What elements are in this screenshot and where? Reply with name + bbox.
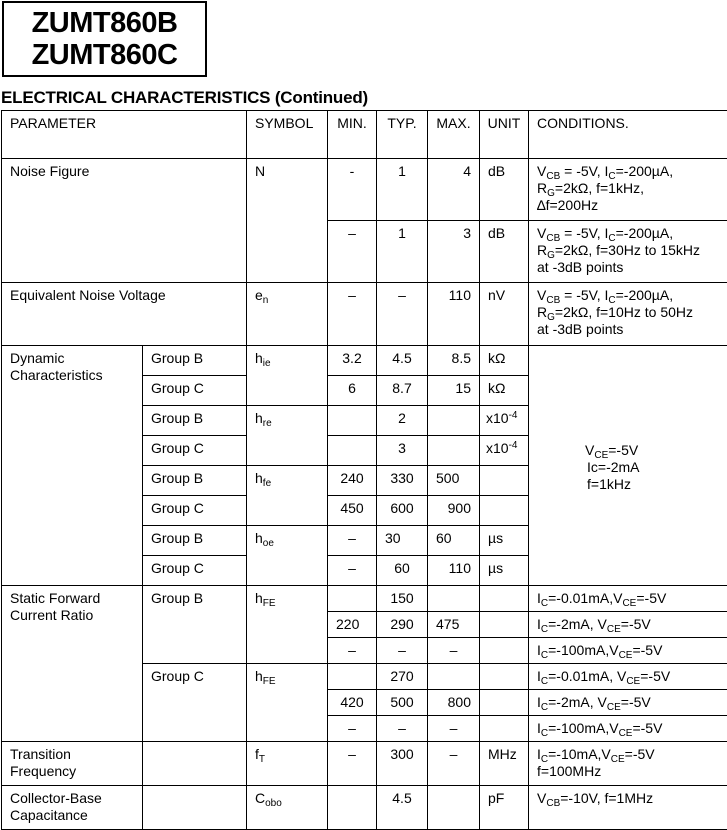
conditions-cell: $V_{CB} = -5V$, $I_C=-200\mu A$, $R_G=2k\Omega$, f=1kHz, ∆f=200Hz [529, 159, 727, 221]
typ-value: 30 [377, 526, 428, 556]
min-value: 6 [328, 376, 377, 406]
min-value: – [328, 556, 377, 586]
min-value: 420 [328, 690, 377, 716]
typ-value: 3 [377, 436, 428, 466]
group-label [143, 742, 247, 786]
conditions-cell: $V_{CB} = -5V$, $I_C=-200\mu A$, $R_G=2k\Omega$, f=30Hz to 15kHz at -3dB points [529, 221, 727, 283]
table-row [2, 586, 727, 612]
conditions-cell: $I_C=-100mA,V_{CE}=-5V$ [529, 716, 727, 742]
min-value: 240 [328, 466, 377, 496]
unit-value: $x10^{-4}$ [480, 406, 529, 436]
min-value: 450 [328, 496, 377, 526]
unit-value [480, 716, 529, 742]
header-conditions: CONDITIONS. [529, 111, 727, 159]
characteristics-table [1, 110, 727, 830]
group-label: Group B [143, 526, 247, 556]
max-value: 800 [428, 690, 480, 716]
unit-value: MHz [480, 742, 529, 786]
unit-value [480, 638, 529, 664]
unit-value: kΩ [480, 346, 529, 376]
max-value: 475 [428, 612, 480, 638]
table-row [2, 742, 727, 786]
symbol-hie: $h_{ie}$ [247, 346, 328, 406]
conditions-cell: $I_C=-10mA,V_{CE}=-5V$ f=100MHz [529, 742, 727, 786]
group-label: Group C [143, 556, 247, 586]
conditions-cell: $I_C=-100mA,V_{CE}=-5V$ [529, 638, 727, 664]
unit-value [480, 466, 529, 496]
symbol-hfe-c: $h_{FE}$ [247, 664, 328, 742]
min-value: – [328, 283, 377, 346]
part-number-b: ZUMT860B [4, 7, 205, 39]
param-collector-base: Collector-Base Capacitance [2, 786, 143, 830]
group-label: Group C [143, 664, 247, 742]
max-value [428, 436, 480, 466]
typ-value: – [377, 283, 428, 346]
min-value [328, 406, 377, 436]
typ-value: 1 [377, 221, 428, 283]
param-static-forward: Static Forward Current Ratio [2, 586, 143, 742]
max-value [428, 786, 480, 830]
unit-value: nV [480, 283, 529, 346]
symbol-noise-voltage: $e_n$ [247, 283, 328, 346]
max-value: 110 [428, 556, 480, 586]
symbol-hfe: $h_{fe}$ [247, 466, 328, 526]
max-value: 110 [428, 283, 480, 346]
typ-value: – [377, 638, 428, 664]
unit-value [480, 690, 529, 716]
conditions-cell: $I_C=-2mA$, $V_{CE}=-5V$ [529, 612, 727, 638]
conditions-cell: $V_{CB}=-10V$, f=1MHz [529, 786, 727, 830]
max-value: 900 [428, 496, 480, 526]
typ-value: 290 [377, 612, 428, 638]
typ-value: 1 [377, 159, 428, 221]
dynamic-conditions: $V_{CE}=-5V$ Ic=-2mA f=1kHz [529, 346, 727, 586]
max-value: 500 [428, 466, 480, 496]
min-value: - [328, 159, 377, 221]
unit-value: $x10^{-4}$ [480, 436, 529, 466]
max-value: – [428, 742, 480, 786]
unit-value: µs [480, 526, 529, 556]
max-value: 3 [428, 221, 480, 283]
conditions-cell: $I_C=-0.01mA$, $V_{CE}=-5V$ [529, 664, 727, 690]
param-transition: Transition Frequency [2, 742, 143, 786]
param-noise-voltage: Equivalent Noise Voltage [2, 283, 247, 346]
param-noise-figure: Noise Figure [2, 159, 247, 283]
max-value [428, 586, 480, 612]
header-unit: UNIT [480, 111, 529, 159]
typ-value: 4.5 [377, 786, 428, 830]
conditions-cell: $I_C=-2mA$, $V_{CE}=-5V$ [529, 690, 727, 716]
typ-value: – [377, 716, 428, 742]
unit-value: dB [480, 221, 529, 283]
table-row [2, 346, 727, 376]
max-value: 15 [428, 376, 480, 406]
group-label: Group C [143, 496, 247, 526]
symbol-cobo: $C_{obo}$ [247, 786, 328, 830]
header-parameter: PARAMETER [2, 111, 247, 159]
max-value: – [428, 638, 480, 664]
typ-value: 600 [377, 496, 428, 526]
typ-value: 2 [377, 406, 428, 436]
typ-value: 4.5 [377, 346, 428, 376]
min-value: 3.2 [328, 346, 377, 376]
section-heading: ELECTRICAL CHARACTERISTICS (Continued) [1, 88, 368, 108]
group-label: Group B [143, 406, 247, 436]
table-row [2, 283, 727, 346]
typ-value: 8.7 [377, 376, 428, 406]
symbol-hre: $h_{re}$ [247, 406, 328, 466]
typ-value: 300 [377, 742, 428, 786]
conditions-cell: $I_C=-0.01mA,V_{CE}=-5V$ [529, 586, 727, 612]
group-label: Group B [143, 346, 247, 376]
max-value [428, 406, 480, 436]
min-value: 220 [328, 612, 377, 638]
unit-value: kΩ [480, 376, 529, 406]
unit-value [480, 612, 529, 638]
max-value: 8.5 [428, 346, 480, 376]
group-label: Group C [143, 376, 247, 406]
symbol-ft: $f_T$ [247, 742, 328, 786]
min-value [328, 436, 377, 466]
unit-value: µs [480, 556, 529, 586]
typ-value: 60 [377, 556, 428, 586]
typ-value: 500 [377, 690, 428, 716]
part-number-c: ZUMT860C [4, 39, 205, 71]
group-label: Group C [143, 436, 247, 466]
header-row [2, 111, 727, 159]
group-label: Group B [143, 466, 247, 496]
typ-value: 150 [377, 586, 428, 612]
max-value [428, 664, 480, 690]
min-value [328, 786, 377, 830]
characteristics-table-wrap [1, 110, 727, 830]
group-label: Group B [143, 586, 247, 664]
typ-value: 270 [377, 664, 428, 690]
unit-value [480, 586, 529, 612]
min-value: – [328, 638, 377, 664]
part-number-box [2, 1, 207, 77]
min-value: – [328, 742, 377, 786]
unit-value: pF [480, 786, 529, 830]
max-value: – [428, 716, 480, 742]
symbol-hoe: $h_{oe}$ [247, 526, 328, 586]
table-row [2, 159, 727, 221]
max-value: 60 [428, 526, 480, 556]
conditions-cell: $V_{CB} = -5V$, $I_C=-200\mu A$, $R_G=2k\Omega$, f=10Hz to 50Hz at -3dB points [529, 283, 727, 346]
typ-value: 330 [377, 466, 428, 496]
param-dynamic: Dynamic Characteristics [2, 346, 143, 586]
header-max: MAX. [428, 111, 480, 159]
table-row [2, 786, 727, 830]
min-value: – [328, 526, 377, 556]
header-min: MIN. [328, 111, 377, 159]
header-typ: TYP. [377, 111, 428, 159]
min-value [328, 586, 377, 612]
min-value: – [328, 221, 377, 283]
unit-value: dB [480, 159, 529, 221]
min-value: – [328, 716, 377, 742]
unit-value [480, 496, 529, 526]
min-value [328, 664, 377, 690]
max-value: 4 [428, 159, 480, 221]
group-label [143, 786, 247, 830]
symbol-hfe-b: $h_{FE}$ [247, 586, 328, 664]
unit-value [480, 664, 529, 690]
symbol-noise-figure: N [247, 159, 328, 283]
header-symbol: SYMBOL [247, 111, 328, 159]
